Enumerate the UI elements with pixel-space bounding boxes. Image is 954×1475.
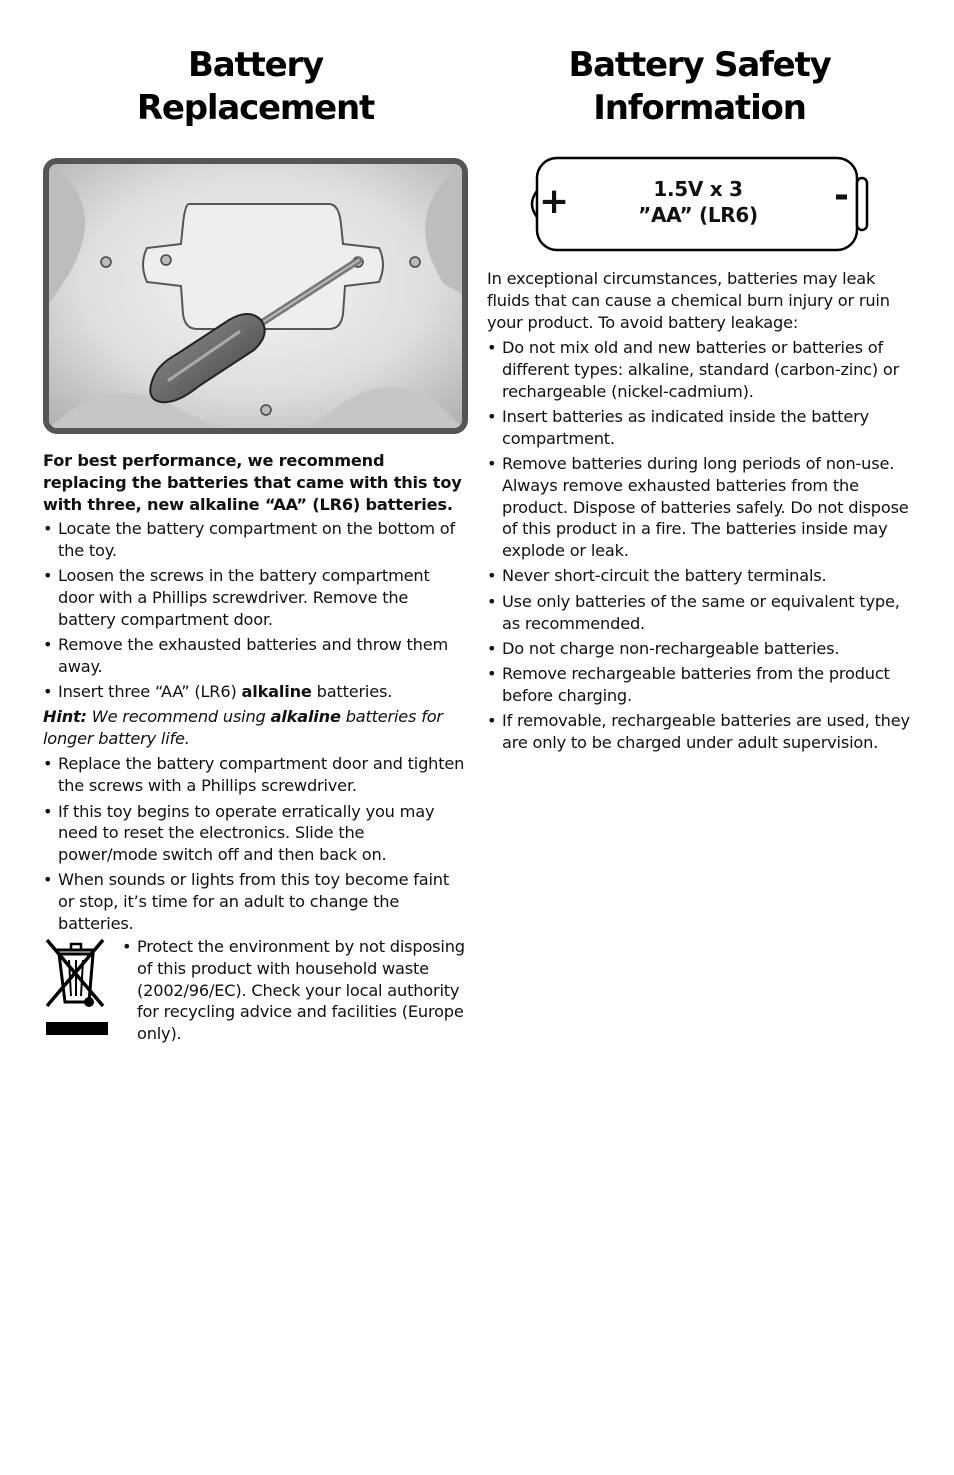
title-line-1: Battery Safety [568,45,831,85]
insert-text: Insert three “AA” (LR6) [58,682,242,702]
list-item: • Remove the exhausted batteries and throw them away. [43,634,468,678]
positive-terminal-label: + [539,181,570,222]
battery-type: ”AA” (LR6) [638,203,758,227]
hint [43,706,468,750]
list-item: • If removable, rechargeable batteries are used, they are only to be charged under adult supervision. [487,710,912,754]
photo-illustration [49,164,462,428]
list-item: • Remove rechargeable batteries from the product before charging. [487,663,912,707]
battery-replacement-column [43,44,468,1044]
title-line-2: Replacement [136,88,375,128]
list-item [43,681,468,703]
list-item: • Use only batteries of the same or equivalent type, as recommended. [487,591,912,635]
list-item: • Never short-circuit the battery terminals. [487,565,912,587]
crossed-out-wheelie-bin-icon [43,936,109,1036]
list-item: • Loosen the screws in the battery compartment door with a Phillips screwdriver. Remove the battery compartment door. [43,565,468,630]
battery-compartment-screwdriver-photo [43,158,468,434]
hint-text: We recommend using [86,707,271,727]
hint-label: Hint: [43,707,87,727]
battery-safety-title [487,44,912,130]
safety-list [487,337,912,757]
insert-text-end: batteries. [311,682,393,702]
list-item: • Replace the battery compartment door and tighten the screws with a Phillips screwdriver. [43,753,468,797]
battery-diagram [525,156,871,252]
environment-notice [43,936,473,1046]
title-line-2: Information [593,88,806,128]
environment-text: • Protect the environment by not disposing of this product with household waste (2002/96/EC). Check your local authority for recycling advice and facilities (Europe only). [122,936,467,1045]
list-item: • Locate the battery compartment on the bottom of the toy. [43,518,468,562]
title-line-1: Battery [188,45,323,85]
battery-voltage: 1.5V x 3 [653,177,743,201]
battery-safety-column [487,44,912,753]
list-item: • Insert batteries as indicated inside the battery compartment. [487,406,912,450]
list-item: • Do not mix old and new batteries or batteries of different types: alkaline, standard (carbon-zinc) or rechargeable (nickel-cadmium). [487,337,912,402]
list-item: • Remove batteries during long periods of non-use. Always remove exhausted batteries from the product. Dispose of batteries safely. Do not dispose of this product in a fire. The batteries inside may explode or leak. [487,453,912,562]
insert-bold: alkaline [241,682,312,702]
battery-replacement-title [43,44,468,130]
environment-text-wrap [122,936,467,1048]
safety-intro: In exceptional circumstances, batteries may leak fluids that can cause a chemical burn injury or ruin your product. To avoid battery leakage: [487,269,890,332]
negative-terminal-label: - [834,175,849,216]
recommendation-text: For best performance, we recommend replacing the batteries that came with this toy with three, new alkaline “AA” (LR6) batteries. [43,451,462,514]
list-item: • When sounds or lights from this toy become faint or stop, it’s time for an adult to change the batteries. [43,869,468,934]
hint-bold: alkaline [270,707,341,727]
list-item: • Do not charge non-rechargeable batteries. [487,638,912,660]
list-item: • If this toy begins to operate erratically you may need to reset the electronics. Slide the power/mode switch off and then back on. [43,801,468,866]
battery-spec [565,176,831,228]
replacement-steps [43,518,468,938]
hint-text-end: batteries for longer battery life. [43,707,443,749]
